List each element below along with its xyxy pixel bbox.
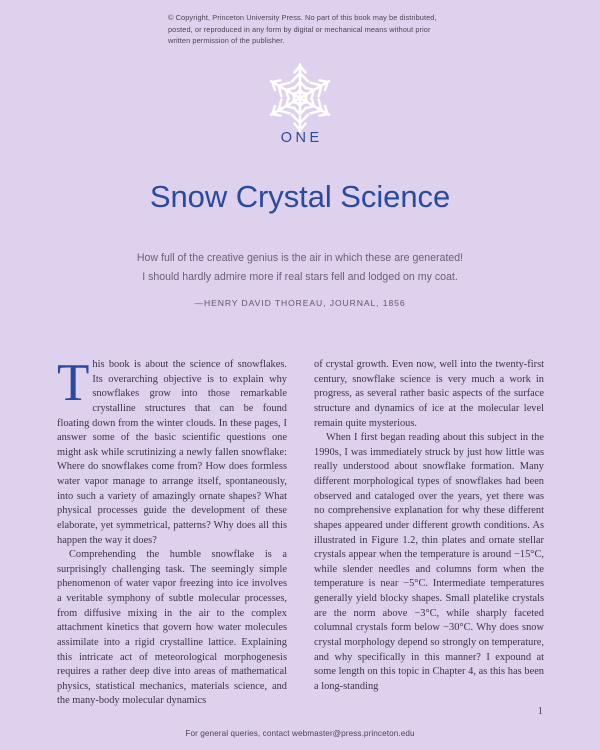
copyright-notice: © Copyright, Princeton University Press. No part of this book may be distributed, posted, or reproduced in any form by digital or mechanical means without prior written permission of the publisher. (168, 13, 437, 46)
footer-contact-note: For general queries, contact webmaster@press.princeton.edu (185, 729, 415, 738)
epigraph (70, 249, 530, 313)
page-number: 1 (537, 706, 543, 717)
page-title: Snow Crystal Science (149, 178, 451, 214)
paragraph-opening-text: his book is about the science of snowflakes. Its overarching objective is to explain why snowflakes grow into those remarkable crystalline structures that can be found floating down from the winter clouds. In these pages, I answer some of the basic scientific questions one might ask while scrutinizing a newly fallen snowflake: Where do snowflakes come from? How does formless water vapor manage to arrange itself, spontaneously, into such a variety of amazingly ornate shapes? What physical processes guide the development of these elaborate, yet symmetrical, patterns? Why does all this happen the way it does? (57, 359, 287, 546)
left-column (57, 354, 287, 708)
right-column (314, 358, 544, 708)
epigraph-line-2: I should hardly admire more if real stars fell and lodged on my coat. (142, 271, 458, 283)
paragraph: of crystal growth. Even now, well into the twenty-first century, snowflake science is very much a work in progress, as several rather basic aspects of the surface structure and dynamics of ice at the molecular level remain quite mysterious. (314, 359, 544, 429)
snowflake-icon (260, 58, 340, 138)
paragraph: Comprehending the humble snowflake is a surprisingly challenging task. The seemingly simple phenomenon of water vapor freezing into ice involves a veritable symphony of subtle molecular processes, from diffusive mixing in the air to the complex attachment kinetics that govern how water molecules assimilate into a rigid crystalline lattice. Explaining this intricate act of meteorological morphogenesis requires a rather deep dive into areas of mathematical physics, statistical mechanics, materials science, and the many-body molecular dynamics (57, 549, 287, 707)
epigraph-line-1: How full of the creative genius is the air in which these are generated! (136, 252, 464, 264)
chapter-number-label: ONE (280, 130, 323, 146)
drop-cap: T (57, 354, 90, 412)
paragraph-opening (57, 354, 287, 548)
paragraph: When I first began reading about this subject in the 1990s, I was immediately struck by just how little was really understood about snowflake formation. Many different morphological types of snowflakes had been observed and cataloged over the years, yet there was no comprehensive explanation for why these different shapes appeared under different growth conditions. As illustrated in Figure 1.2, thin plates and ornate stellar crystals appear when the temperature is around −15°C, while slender needles and columns form when the temperature is near −5°C. Intermediate temperatures generally yield blocky shapes. Small platelike crystals are the norm above −3°C, while sharply faceted columnal crystals form below −30°C. Why does snow crystal morphology depend so strongly on temperature, and why specifically in this manner? I expound at some length on this topic in Chapter 4, as this has been a long-standing (314, 432, 544, 692)
body-columns (57, 354, 544, 708)
epigraph-attribution: —HENRY DAVID THOREAU, JOURNAL, 1856 (194, 298, 406, 308)
